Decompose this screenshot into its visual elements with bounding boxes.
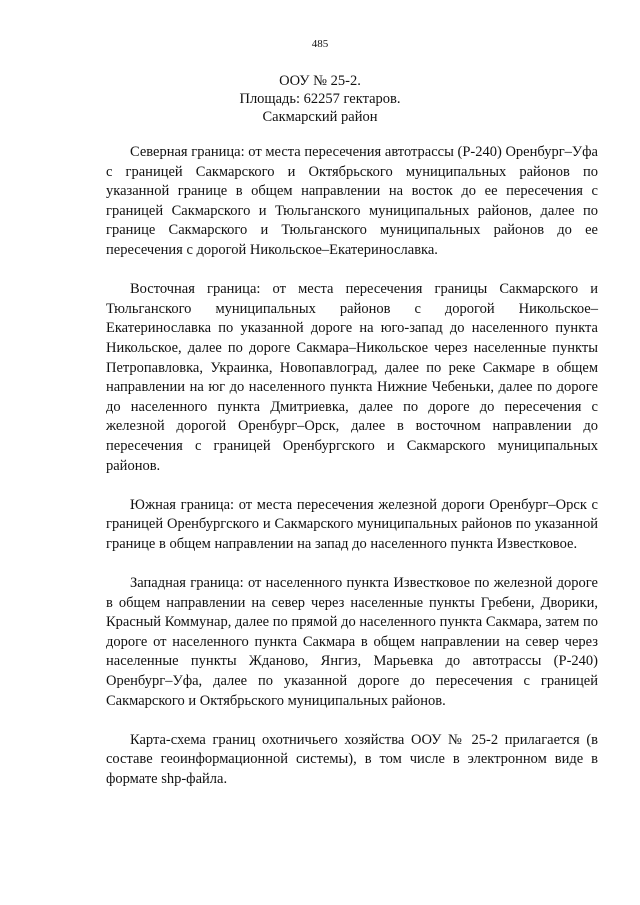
east-boundary-paragraph: Восточная граница: от места пересечения границы Сакмарского и Тюльганского муниципальных районов с дорогой Никольское–Екатеринославка по указанной дороге на юго-запад до населенного пункта Никольское, далее по дороге Сакмара–Никольское через населенные пункты Петропавловка, Украинка, Новопавлоград, далее по реке Сакмаре в общем направлении на юг до населенного пункта Нижние Чебеньки, далее по дороге до населенного пункта Дмитриевка, далее по дороге до пересечения с железной дорогой Оренбург–Орск, далее в восточном направлении до пересечения с границей Оренбургского и Сакмарского муниципальных районов. [106, 281, 598, 474]
document-title: ООУ № 25-2. [279, 73, 361, 89]
page-number: 485 [311, 38, 329, 50]
area-line: Площадь: 62257 гектаров. [239, 91, 401, 107]
south-boundary-paragraph: Южная граница: от места пересечения железной дороги Оренбург–Орск с границей Оренбургского и Сакмарского муниципальных районов по указанной границе в общем направлении на запад до населенного пункта Известковое. [106, 496, 598, 552]
west-boundary-paragraph: Западная граница: от населенного пункта Известковое по железной дороге в общем направлении на север через населенные пункты Гребени, Дворики, Красный Коммунар, далее по прямой до населенного пункта Сакмара, затем по дороге от населенного пункта Сакмара в общем направлении на север через населенные пункты Жданово, Янгиз, Марьевка до автотрассы (Р-240) Оренбург–Уфа, далее по указанной дороге до пересечения с границей Сакмарского и Октябрьского муниципальных районов. [106, 575, 598, 709]
document-header [0, 72, 640, 126]
document-body [106, 143, 598, 809]
map-note-paragraph: Карта-схема границ охотничьего хозяйства ООУ № 25-2 прилагается (в составе геоинформационной системы), в том числе в электронном виде в формате shp-файла. [106, 731, 598, 787]
north-boundary-paragraph: Северная граница: от места пересечения автотрассы (Р-240) Оренбург–Уфа с границей Сакмарского и Октябрьского муниципальных районов по указанной границе в общем направлении на восток до ее пересечения с границей Сакмарского и Тюльганского муниципальных районов, далее по границе Сакмарского и Тюльганского муниципальных районов до ее пересечения с дорогой Никольское–Екатеринославка. [106, 144, 598, 258]
district-line: Сакмарский район [262, 109, 378, 125]
